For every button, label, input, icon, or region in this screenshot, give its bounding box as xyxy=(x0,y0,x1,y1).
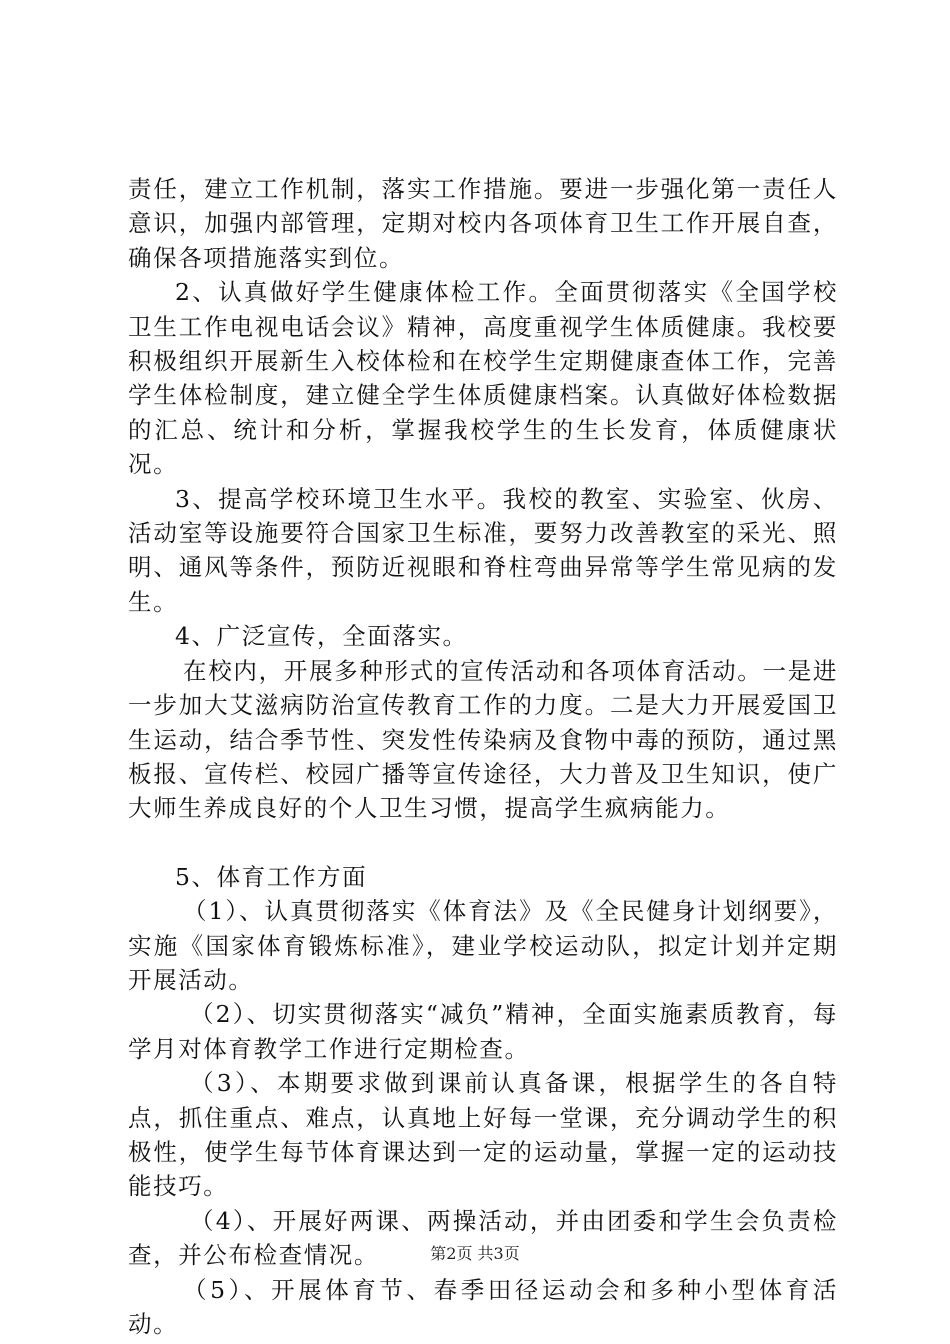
document-body xyxy=(128,172,838,1341)
paragraph-health-checkup: 2、认真做好学生健康体检工作。全面贯彻落实《全国学校卫生工作电视电话会议》精神，高度重视学生体质健康。我校要积极组织开展新生入校体检和在校学生定期健康查体工作，完善学生体检制度，建立健全学生体质健康档案。认真做好体检数据的汇总、统计和分析，掌握我校学生的生长发育，体质健康状况。 xyxy=(128,278,838,479)
paragraph-gap xyxy=(128,826,838,860)
paragraph-sports-item-4: （4）、开展好两课、两操活动，并由团委和学生会负责检查，并公布检查情况。 xyxy=(128,1206,838,1270)
paragraph-sports-item-3: （3）、本期要求做到课前认真备课，根据学生的各自特点，抓住重点、难点，认真地上好每一堂课，充分调动学生的积极性，使学生每节体育课达到一定的运动量，掌握一定的运动技能技巧。 xyxy=(128,1069,838,1201)
paragraph-sports-heading: 5、体育工作方面 xyxy=(175,862,368,891)
paragraph-sports-item-2: （2）、切实贯彻落实“减负”精神，全面实施素质教育，每学月对体育教学工作进行定期检查。 xyxy=(128,1000,838,1063)
paragraph-environment-hygiene: 3、提高学校环境卫生水平。我校的教室、实验室、伙房、活动室等设施要符合国家卫生标准，要努力改善教室的采光、照明、通风等条件，预防近视眼和脊柱弯曲异常等学生常见病的发生。 xyxy=(128,484,838,616)
paragraph-sports-item-5: （5）、开展体育节、春季田径运动会和多种小型体育活动。 xyxy=(128,1275,838,1338)
paragraph-responsibility: 责任，建立工作机制，落实工作措施。要进一步强化第一责任人意识，加强内部管理，定期对校内各项体育卫生工作开展自查，确保各项措施落实到位。 xyxy=(128,175,838,272)
paragraph-publicity-activities: 在校内，开展多种形式的宣传活动和各项体育活动。一是进一步加大艾滋病防治宣传教育工作的力度。二是大力开展爱国卫生运动，结合季节性、突发性传染病及食物中毒的预防，通过黑板报、宣传栏、校园广播等宣传途径，大力普及卫生知识，使广大师生养成良好的个人卫生习惯，提高学生疯病能力。 xyxy=(128,656,838,823)
paragraph-sports-item-1: （1）、认真贯彻落实《体育法》及《全民健身计划纲要》，实施《国家体育锻炼标准》，建业学校运动队，拟定计划并定期开展活动。 xyxy=(128,897,838,994)
page-footer: 第2页 共3页 xyxy=(430,1244,520,1263)
paragraph-publicity-heading: 4、广泛宣传，全面落实。 xyxy=(175,622,468,651)
